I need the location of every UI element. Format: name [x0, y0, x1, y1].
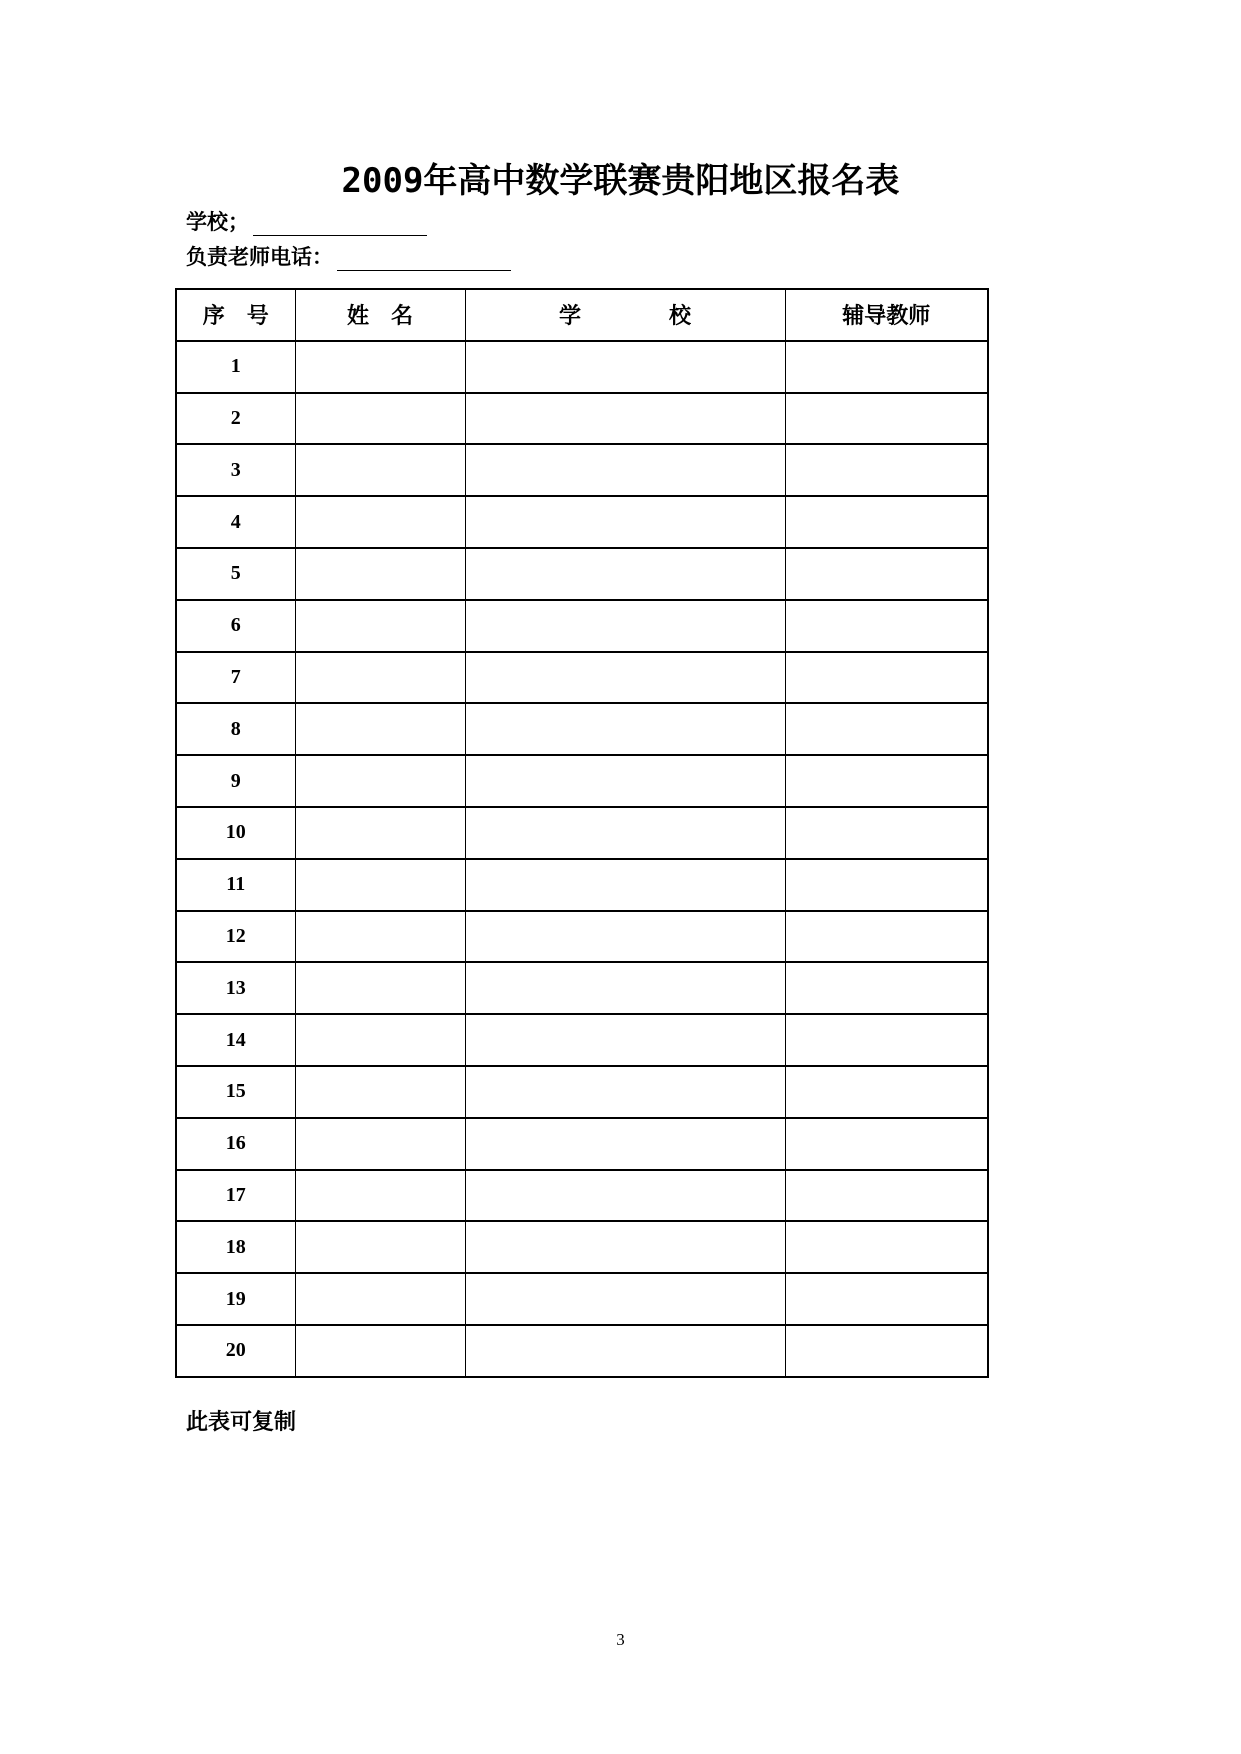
- cell-name[interactable]: [295, 807, 465, 859]
- cell-name[interactable]: [295, 1170, 465, 1222]
- cell-tutor[interactable]: [785, 1066, 988, 1118]
- cell-name[interactable]: [295, 1014, 465, 1066]
- school-blank-line[interactable]: [253, 215, 427, 236]
- cell-serial: 14: [176, 1014, 295, 1066]
- cell-name[interactable]: [295, 652, 465, 704]
- table-row: [176, 444, 988, 496]
- cell-school[interactable]: [465, 1170, 785, 1222]
- header-tutor: 辅导教师: [785, 289, 988, 341]
- cell-name[interactable]: [295, 341, 465, 393]
- table-row: [176, 962, 988, 1014]
- cell-serial: 18: [176, 1221, 295, 1273]
- cell-tutor[interactable]: [785, 755, 988, 807]
- cell-name[interactable]: [295, 703, 465, 755]
- cell-school[interactable]: [465, 393, 785, 445]
- cell-name[interactable]: [295, 600, 465, 652]
- cell-serial: 20: [176, 1325, 295, 1377]
- table-row: [176, 1325, 988, 1377]
- cell-serial: 8: [176, 703, 295, 755]
- cell-school[interactable]: [465, 859, 785, 911]
- cell-tutor[interactable]: [785, 341, 988, 393]
- table-row: [176, 1221, 988, 1273]
- cell-tutor[interactable]: [785, 444, 988, 496]
- table-row: [176, 341, 988, 393]
- cell-school[interactable]: [465, 1221, 785, 1273]
- cell-name[interactable]: [295, 548, 465, 600]
- table-row: [176, 703, 988, 755]
- cell-tutor[interactable]: [785, 1170, 988, 1222]
- cell-tutor[interactable]: [785, 1273, 988, 1325]
- cell-tutor[interactable]: [785, 652, 988, 704]
- cell-serial: 9: [176, 755, 295, 807]
- cell-tutor[interactable]: [785, 1014, 988, 1066]
- school-field: [186, 206, 427, 236]
- cell-school[interactable]: [465, 911, 785, 963]
- cell-school[interactable]: [465, 1014, 785, 1066]
- table-row: [176, 393, 988, 445]
- cell-name[interactable]: [295, 1118, 465, 1170]
- cell-school[interactable]: [465, 600, 785, 652]
- cell-name[interactable]: [295, 859, 465, 911]
- cell-serial: 12: [176, 911, 295, 963]
- table-row: [176, 1170, 988, 1222]
- cell-name[interactable]: [295, 911, 465, 963]
- table-row: [176, 1014, 988, 1066]
- cell-school[interactable]: [465, 1118, 785, 1170]
- table-row: [176, 755, 988, 807]
- cell-serial: 11: [176, 859, 295, 911]
- cell-serial: 7: [176, 652, 295, 704]
- cell-serial: 16: [176, 1118, 295, 1170]
- table-row: [176, 859, 988, 911]
- cell-school[interactable]: [465, 548, 785, 600]
- school-label: 学校；: [186, 210, 249, 234]
- cell-school[interactable]: [465, 341, 785, 393]
- cell-name[interactable]: [295, 755, 465, 807]
- cell-name[interactable]: [295, 444, 465, 496]
- cell-school[interactable]: [465, 652, 785, 704]
- cell-serial: 15: [176, 1066, 295, 1118]
- cell-school[interactable]: [465, 1325, 785, 1377]
- cell-tutor[interactable]: [785, 600, 988, 652]
- cell-school[interactable]: [465, 703, 785, 755]
- form-title: 2009年高中数学联赛贵阳地区报名表: [341, 161, 900, 201]
- cell-school[interactable]: [465, 444, 785, 496]
- header-serial: 序 号: [176, 289, 295, 341]
- cell-tutor[interactable]: [785, 962, 988, 1014]
- cell-name[interactable]: [295, 1221, 465, 1273]
- table-row: [176, 496, 988, 548]
- cell-tutor[interactable]: [785, 496, 988, 548]
- cell-tutor[interactable]: [785, 1325, 988, 1377]
- header-school: 学 校: [465, 289, 785, 341]
- cell-serial: 1: [176, 341, 295, 393]
- table-row: [176, 1118, 988, 1170]
- table-row: [176, 600, 988, 652]
- cell-name[interactable]: [295, 962, 465, 1014]
- cell-serial: 4: [176, 496, 295, 548]
- registration-table: [175, 288, 989, 1378]
- cell-tutor[interactable]: [785, 1118, 988, 1170]
- cell-name[interactable]: [295, 1066, 465, 1118]
- cell-school[interactable]: [465, 496, 785, 548]
- cell-school[interactable]: [465, 755, 785, 807]
- cell-serial: 6: [176, 600, 295, 652]
- cell-serial: 3: [176, 444, 295, 496]
- table-row: [176, 911, 988, 963]
- cell-serial: 13: [176, 962, 295, 1014]
- header-name: 姓 名: [295, 289, 465, 341]
- cell-serial: 10: [176, 807, 295, 859]
- page-number: 3: [616, 1630, 625, 1649]
- teacher-phone-field: [186, 241, 511, 271]
- cell-serial: 2: [176, 393, 295, 445]
- cell-name[interactable]: [295, 496, 465, 548]
- teacher-phone-label: 负责老师电话：: [186, 245, 333, 269]
- table-row: [176, 807, 988, 859]
- table-row: [176, 1273, 988, 1325]
- cell-serial: 5: [176, 548, 295, 600]
- cell-school[interactable]: [465, 962, 785, 1014]
- cell-tutor[interactable]: [785, 859, 988, 911]
- table-row: [176, 1066, 988, 1118]
- table-header-row: [176, 289, 988, 341]
- cell-tutor[interactable]: [785, 393, 988, 445]
- cell-school[interactable]: [465, 807, 785, 859]
- cell-tutor[interactable]: [785, 807, 988, 859]
- copy-note: 此表可复制: [186, 1410, 297, 1435]
- table-row: [176, 548, 988, 600]
- cell-serial: 19: [176, 1273, 295, 1325]
- cell-tutor[interactable]: [785, 548, 988, 600]
- table-row: [176, 652, 988, 704]
- teacher-phone-blank-line[interactable]: [337, 250, 511, 271]
- cell-name[interactable]: [295, 1325, 465, 1377]
- cell-name[interactable]: [295, 393, 465, 445]
- cell-tutor[interactable]: [785, 911, 988, 963]
- cell-school[interactable]: [465, 1273, 785, 1325]
- cell-name[interactable]: [295, 1273, 465, 1325]
- cell-tutor[interactable]: [785, 1221, 988, 1273]
- cell-school[interactable]: [465, 1066, 785, 1118]
- cell-serial: 17: [176, 1170, 295, 1222]
- cell-tutor[interactable]: [785, 703, 988, 755]
